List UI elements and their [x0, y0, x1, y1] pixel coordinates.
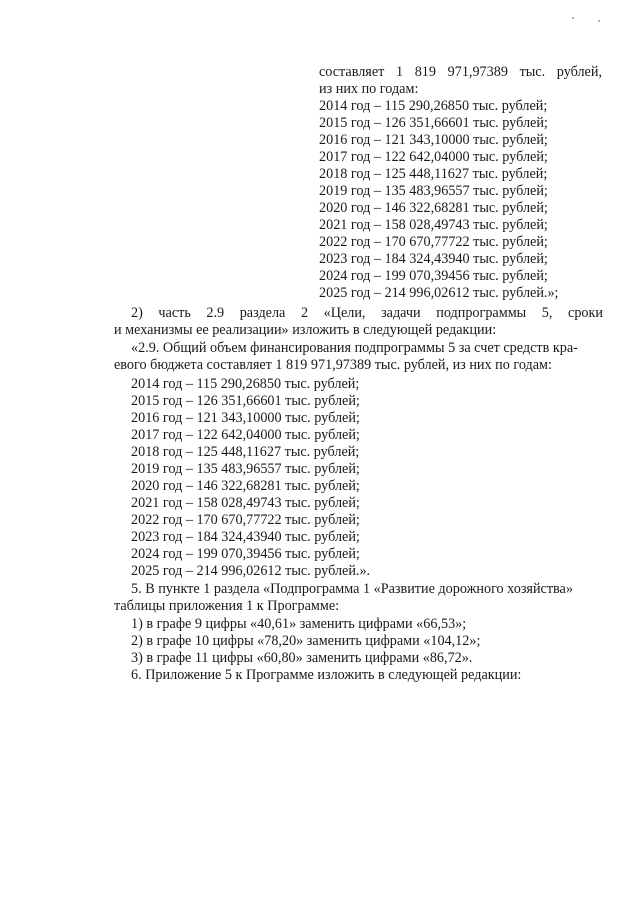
year-line: 2017 год – 122 642,04000 тыс. рублей; — [319, 149, 548, 165]
intro-line-1: составляет 1 819 971,97389 тыс. рублей, — [319, 64, 602, 80]
scan-speck — [598, 20, 600, 22]
year-line: 2024 год – 199 070,39456 тыс. рублей; — [319, 268, 548, 284]
year-line: 2015 год – 126 351,66601 тыс. рублей; — [131, 393, 360, 409]
section29-line-1: «2.9. Общий объем финансирования подпрограммы 5 за счет средств кра- — [131, 340, 578, 356]
year-line: 2024 год – 199 070,39456 тыс. рублей; — [131, 546, 360, 562]
item5-sub: 1) в графе 9 цифры «40,61» заменить цифрами «66,53»; — [131, 616, 467, 632]
year-line: 2015 год – 126 351,66601 тыс. рублей; — [319, 115, 548, 131]
year-line: 2014 год – 115 290,26850 тыс. рублей; — [319, 98, 548, 114]
item5-line-1: 5. В пункте 1 раздела «Подпрограмма 1 «Развитие дорожного хозяйства» — [131, 581, 573, 597]
item5-sub: 2) в графе 10 цифры «78,20» заменить цифрами «104,12»; — [131, 633, 481, 649]
year-line: 2022 год – 170 670,77722 тыс. рублей; — [131, 512, 360, 528]
scan-speck — [572, 17, 574, 19]
year-line: 2025 год – 214 996,02612 тыс. рублей.». — [131, 563, 371, 579]
item2-line-2: и механизмы ее реализации» изложить в следующей редакции: — [114, 322, 497, 338]
year-line: 2019 год – 135 483,96557 тыс. рублей; — [319, 183, 548, 199]
year-line: 2018 год – 125 448,11627 тыс. рублей; — [319, 166, 548, 182]
year-line: 2020 год – 146 322,68281 тыс. рублей; — [131, 478, 360, 494]
year-line: 2020 год – 146 322,68281 тыс. рублей; — [319, 200, 548, 216]
year-line: 2016 год – 121 343,10000 тыс. рублей; — [131, 410, 360, 426]
year-line: 2025 год – 214 996,02612 тыс. рублей.»; — [319, 285, 559, 301]
year-line: 2022 год – 170 670,77722 тыс. рублей; — [319, 234, 548, 250]
item2-line-1: 2) часть 2.9 раздела 2 «Цели, задачи подпрограммы 5, сроки — [131, 305, 603, 321]
section29-line-2: евого бюджета составляет 1 819 971,97389 тыс. рублей, из них по годам: — [114, 357, 552, 373]
year-line: 2019 год – 135 483,96557 тыс. рублей; — [131, 461, 360, 477]
item6-line-1: 6. Приложение 5 к Программе изложить в следующей редакции: — [131, 667, 522, 683]
year-line: 2021 год – 158 028,49743 тыс. рублей; — [319, 217, 548, 233]
intro-line-2: из них по годам: — [319, 81, 419, 97]
item5-line-2: таблицы приложения 1 к Программе: — [114, 598, 340, 614]
year-line: 2023 год – 184 324,43940 тыс. рублей; — [131, 529, 360, 545]
year-line: 2018 год – 125 448,11627 тыс. рублей; — [131, 444, 360, 460]
year-line: 2023 год – 184 324,43940 тыс. рублей; — [319, 251, 548, 267]
year-line: 2014 год – 115 290,26850 тыс. рублей; — [131, 376, 360, 392]
item5-sub: 3) в графе 11 цифры «60,80» заменить цифрами «86,72». — [131, 650, 473, 666]
year-line: 2017 год – 122 642,04000 тыс. рублей; — [131, 427, 360, 443]
year-line: 2021 год – 158 028,49743 тыс. рублей; — [131, 495, 360, 511]
year-line: 2016 год – 121 343,10000 тыс. рублей; — [319, 132, 548, 148]
